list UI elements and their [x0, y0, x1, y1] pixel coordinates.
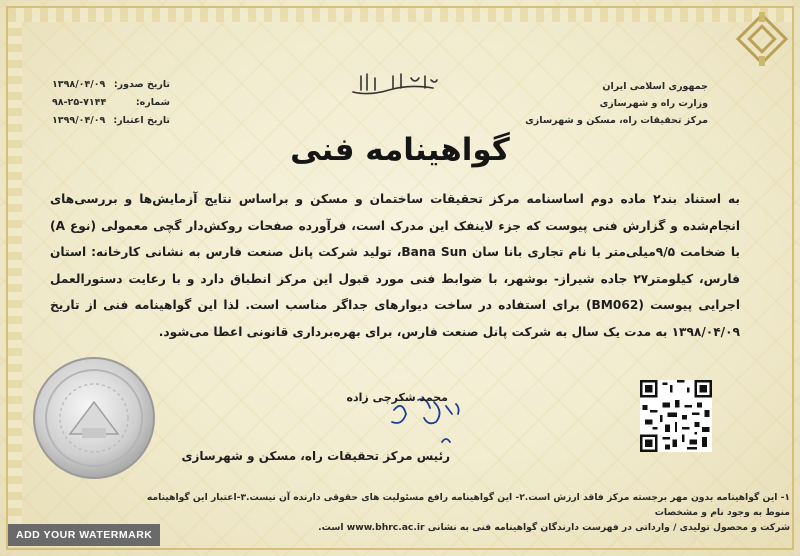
certificate-title: گواهینامه فنی [290, 132, 510, 168]
valid-until-row [52, 112, 170, 130]
certificate-meta [52, 76, 170, 130]
number-label: شماره: [135, 97, 170, 108]
valid-until-label: تاریخ اعتبار: [113, 115, 170, 126]
bismillah-calligraphy [349, 70, 441, 98]
company-name: پانل صنعت فارس [205, 245, 314, 260]
issue-date-label: تاریخ صدور: [113, 79, 170, 90]
issuer-ministry: وزارت راه و شهرسازی [599, 98, 708, 109]
footer-line-2: شرکت و محصول تولیدی / وارداتی در فهرست دارندگان گواهینامه فنی به نشانی www.bhrc.ac.ir است. [318, 522, 790, 533]
qr-code[interactable] [640, 380, 712, 452]
watermark-badge: ADD YOUR WATERMARK [8, 524, 160, 546]
body-part-3: به نشانی کارخانه: استان فارس، کیلومتر۲۷ جاده شیراز- بوشهر، با ضوابط فنی مورد قبول این مرکز انطباق دارد و با رعایت دستورالعمل اجرایی پیوست (BM062) برای استفاده در ساخت دیوارهای جداگر مناسب است. لذا این گواهینامه فنی از تاریخ ۱۳۹۸/۰۴/۰۹ به مدت یک سال به شرکت پانل صنعت فارس، برای بهره‌برداری قانونی اعطا می‌شود. [50, 245, 740, 339]
issuer-block [508, 78, 708, 129]
signer-name: محمد شکرچی زاده [346, 391, 448, 404]
certificate-body [50, 186, 740, 346]
valid-until-value: ۱۳۹۹/۰۴/۰۹ [52, 115, 106, 126]
issue-date-value: ۱۳۹۸/۰۴/۰۹ [52, 79, 106, 90]
signer-title: رئیس مرکز تحقیقات راه، مسکن و شهرسازی [181, 449, 450, 463]
footer-notes [130, 490, 790, 535]
body-part-1: به استناد بند۲ ماده دوم اساسنامه مرکز تحقیقات ساختمان و مسکن و براساس نتایج آزمایش‌ها و بررسی‌های انجام‌شده و گزارش فنی پیوست که جزء لاینفک این مدرک است، فرآورده صفحات روکش‌دار گچی معمولی (نوع A) با ضخامت ۹/۵میلی‌متر با نام تجاری بانا سان [50, 192, 740, 260]
body-part-2: ، تولید شرکت [313, 245, 402, 260]
issuer-center: مرکز تحقیقات راه، مسکن و شهرسازی [525, 115, 708, 126]
number-row [52, 94, 170, 112]
issuer-country: جمهوری اسلامی ایران [602, 81, 708, 92]
brand-name: Bana Sun [401, 245, 467, 260]
issue-date-row [52, 76, 170, 94]
footer-line-1: ۱- این گواهینامه بدون مهر برجسته مرکز فاقد ارزش است.۲- این گواهینامه رافع مسئولیت های حقوقی دارنده آن نیست.۳-اعتبار این گواهینامه منوط به وجود نام و مشخصات [146, 492, 790, 518]
corner-ornament-icon [735, 10, 790, 70]
number-value: ۹۸-۲۵-۷۱۴۴ [52, 97, 107, 108]
embossed-seal [30, 354, 158, 482]
